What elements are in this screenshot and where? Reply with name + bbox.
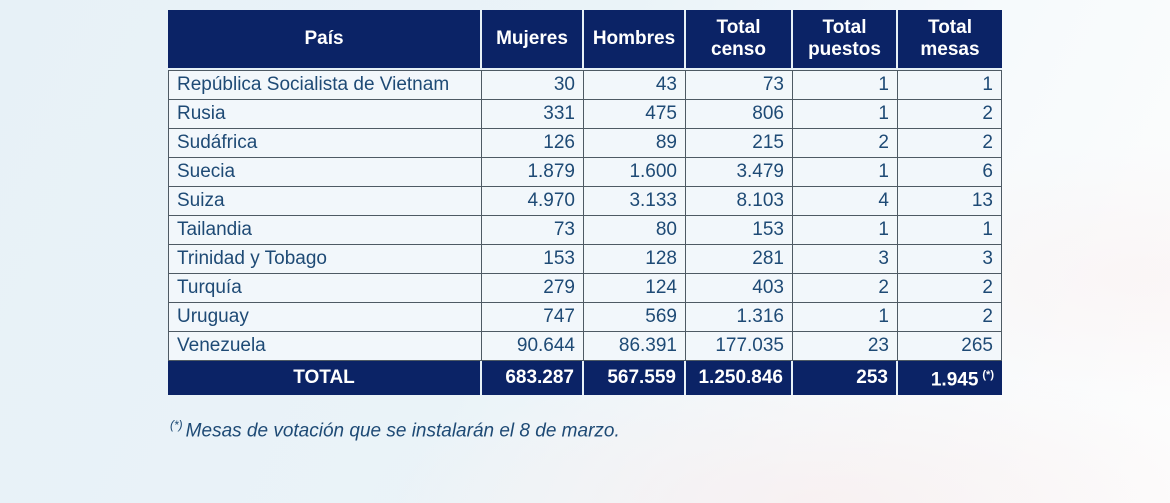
value-cell: 569 [584,303,686,332]
column-header-mujeres: Mujeres [482,10,584,70]
value-cell: 215 [686,129,793,158]
value-cell: 73 [686,70,793,100]
footnote-text: Mesas de votación que se instalarán el 8 de marzo. [185,420,620,442]
total-mesas-note-marker: (*) [982,369,994,381]
value-cell: 3.133 [584,187,686,216]
value-cell: 8.103 [686,187,793,216]
value-cell: 1 [898,216,1002,245]
total-censo-cell: 1.250.846 [686,361,793,395]
value-cell: 331 [482,100,584,129]
value-cell: 4 [793,187,898,216]
census-table-container [168,10,1002,395]
table-row [168,70,1002,100]
footnote-marker: (*) [170,418,183,432]
value-cell: 1 [793,303,898,332]
value-cell: 6 [898,158,1002,187]
value-cell: 403 [686,274,793,303]
value-cell: 1.600 [584,158,686,187]
table-body [168,70,1002,361]
table-row [168,274,1002,303]
country-cell: Uruguay [168,303,482,332]
value-cell: 3.479 [686,158,793,187]
column-header-hombres: Hombres [584,10,686,70]
table-row [168,158,1002,187]
value-cell: 124 [584,274,686,303]
country-cell: Turquía [168,274,482,303]
value-cell: 265 [898,332,1002,361]
value-cell: 2 [898,303,1002,332]
value-cell: 2 [898,274,1002,303]
table-row [168,129,1002,158]
value-cell: 43 [584,70,686,100]
header-row [168,10,1002,70]
value-cell: 2 [793,129,898,158]
table-row [168,187,1002,216]
value-cell: 1 [898,70,1002,100]
table-row [168,245,1002,274]
column-header-total-puestos: Total puestos [793,10,898,70]
value-cell: 4.970 [482,187,584,216]
table-row [168,303,1002,332]
column-header-total-mesas: Total mesas [898,10,1002,70]
value-cell: 1 [793,100,898,129]
country-cell: Venezuela [168,332,482,361]
country-cell: Suiza [168,187,482,216]
value-cell: 1.316 [686,303,793,332]
value-cell: 153 [482,245,584,274]
value-cell: 128 [584,245,686,274]
column-header-pais: País [168,10,482,70]
total-puestos-cell: 253 [793,361,898,395]
table-row [168,216,1002,245]
value-cell: 2 [898,100,1002,129]
value-cell: 747 [482,303,584,332]
total-row [168,361,1002,395]
value-cell: 23 [793,332,898,361]
column-header-total-censo: Total censo [686,10,793,70]
value-cell: 1 [793,158,898,187]
total-label-cell: TOTAL [168,361,482,395]
total-hombres-cell: 567.559 [584,361,686,395]
value-cell: 30 [482,70,584,100]
value-cell: 177.035 [686,332,793,361]
value-cell: 281 [686,245,793,274]
census-by-country-table [168,10,1002,395]
country-cell: Rusia [168,100,482,129]
country-cell: Sudáfrica [168,129,482,158]
country-cell: Trinidad y Tobago [168,245,482,274]
value-cell: 86.391 [584,332,686,361]
value-cell: 3 [898,245,1002,274]
value-cell: 89 [584,129,686,158]
value-cell: 126 [482,129,584,158]
value-cell: 80 [584,216,686,245]
country-cell: República Socialista de Vietnam [168,70,482,100]
total-mujeres-cell: 683.287 [482,361,584,395]
value-cell: 279 [482,274,584,303]
value-cell: 2 [898,129,1002,158]
footnote [170,418,620,442]
value-cell: 1 [793,216,898,245]
value-cell: 1.879 [482,158,584,187]
value-cell: 2 [793,274,898,303]
table-row [168,100,1002,129]
total-mesas-value: 1.945 [930,369,979,391]
value-cell: 475 [584,100,686,129]
value-cell: 806 [686,100,793,129]
value-cell: 73 [482,216,584,245]
value-cell: 3 [793,245,898,274]
value-cell: 153 [686,216,793,245]
table-footer [168,361,1002,395]
value-cell: 1 [793,70,898,100]
table-header [168,10,1002,70]
value-cell: 13 [898,187,1002,216]
value-cell: 90.644 [482,332,584,361]
table-row [168,332,1002,361]
country-cell: Suecia [168,158,482,187]
total-mesas-cell [898,361,1002,395]
country-cell: Tailandia [168,216,482,245]
